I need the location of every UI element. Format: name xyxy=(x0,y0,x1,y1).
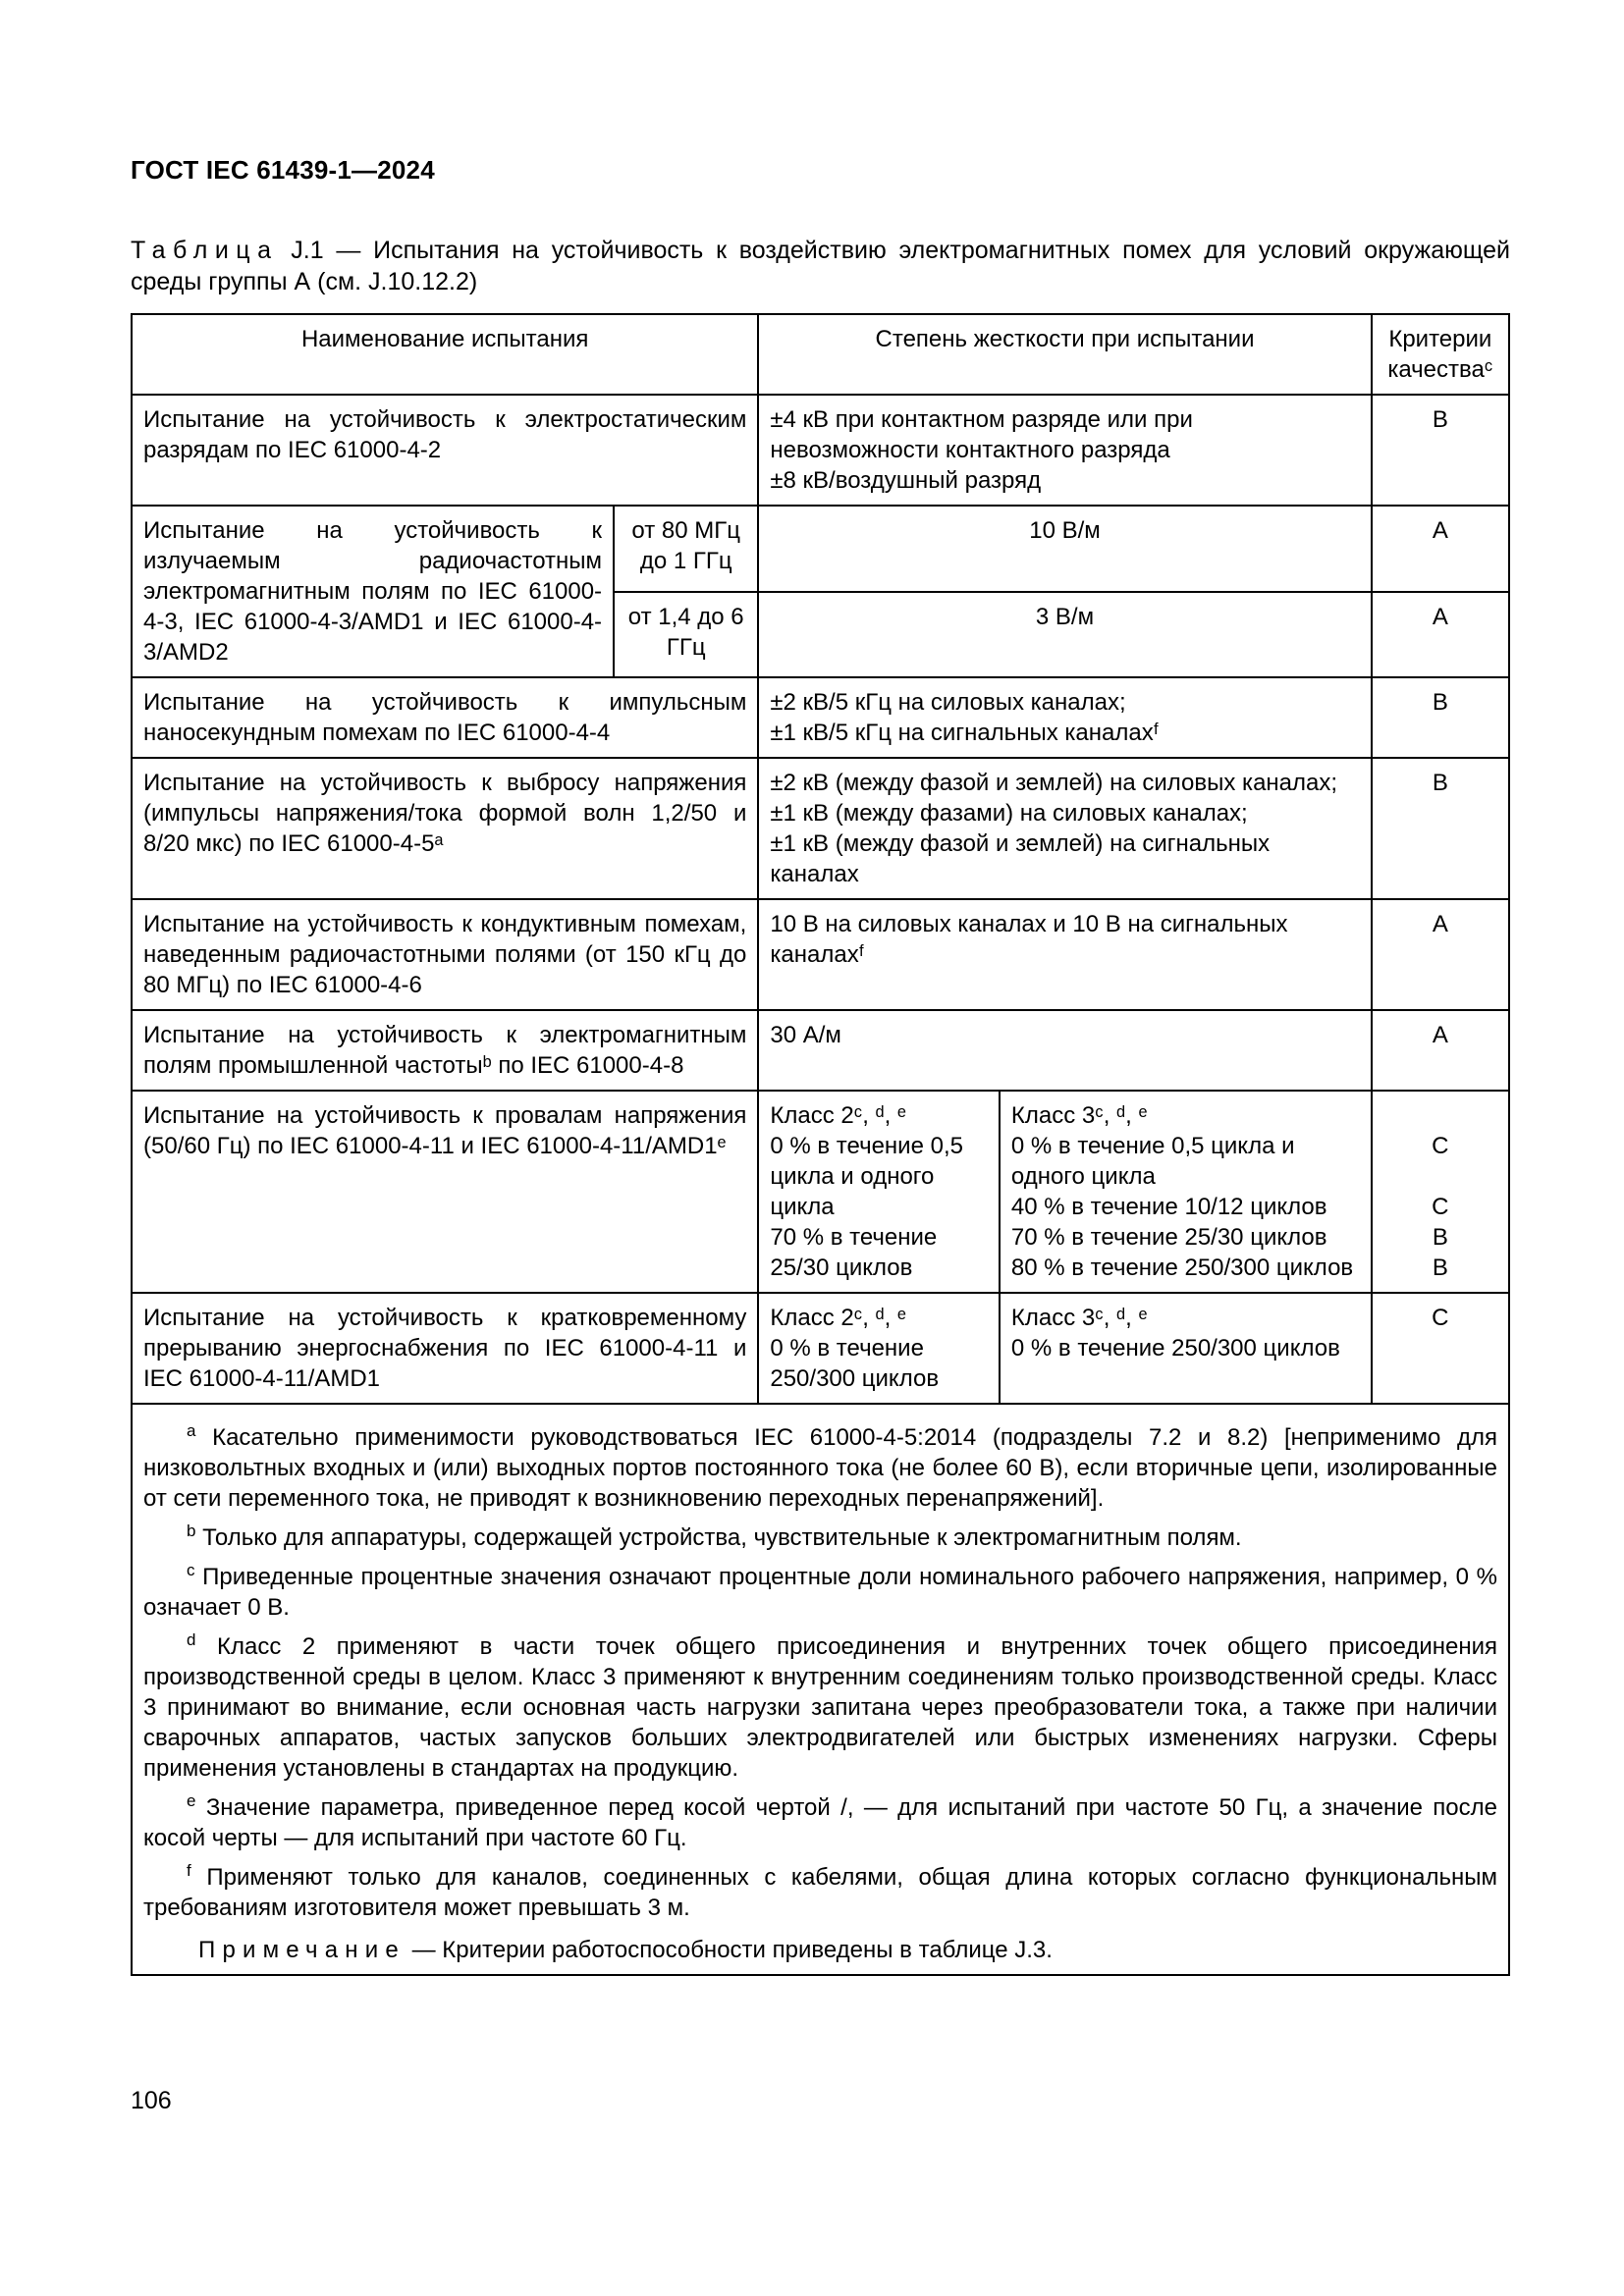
criteria-cell: A xyxy=(1372,1010,1509,1091)
footnote-f: $^f$ Применяют только для каналов, соединенных с кабелями, общая длина которых согласно функциональным требованиям изготовителя может превышать 3 м. xyxy=(143,1861,1497,1921)
test-name-cell: Испытание на устойчивость к импульсным наносекундным помехам по IEC 61000-4-4 xyxy=(132,677,758,758)
footnote-a: $^a$ Касательно применимости руководствоваться IEC 61000-4-5:2014 (подразделы 7.2 и 8.2) [неприменимо для низковольтных входных и (или) выходных портов постоянного тока (не более 60 В), если вторичные цепи, изолированные от сети переменного тока, не приводят к возникновению переходных перенапряжений]. xyxy=(143,1421,1497,1512)
note-label: Примечание xyxy=(198,1937,406,1963)
criteria-cell: B xyxy=(1372,677,1509,758)
footnote-marker: b xyxy=(187,1522,196,1540)
row-esd xyxy=(132,395,1509,506)
footnote-marker: a xyxy=(187,1421,196,1440)
severity-cell: ±2 кВ (между фазой и землей) на силовых каналах; ±1 кВ (между фазами) на силовых каналах; ±1 кВ (между фазой и землей) на сигнальных каналах xyxy=(758,758,1371,899)
class3-cell: Класс 3ᶜ, ᵈ, ᵉ 0 % в течение 250/300 циклов xyxy=(1000,1293,1372,1404)
row-magnetic-field xyxy=(132,1010,1509,1091)
test-name-cell: Испытание на устойчивость к выбросу напряжения (импульсы напряжения/тока формой волн 1,2/50 и 8/20 мкс) по IEC 61000-4-5ᵃ xyxy=(132,758,758,899)
class2-cell: Класс 2ᶜ, ᵈ, ᵉ 0 % в течение 250/300 циклов xyxy=(758,1293,1000,1404)
caption-table-word: Таблица xyxy=(131,237,279,264)
row-conducted-rf xyxy=(132,899,1509,1010)
severity-cell: 10 В на силовых каналах и 10 В на сигнальных каналахᶠ xyxy=(758,899,1371,1010)
footnote-marker: c xyxy=(187,1561,195,1579)
criteria-cell: C C B B xyxy=(1372,1091,1509,1293)
severity-cell: 3 В/м xyxy=(758,592,1371,678)
col-header-criteria: Критерии качестваᶜ xyxy=(1372,314,1509,395)
caption-table-number: J.1 — xyxy=(291,237,361,264)
footnote-e: $^e$ Значение параметра, приведенное перед косой чертой /, — для испытаний при частоте 50 Гц, а значение после косой черты — для испытаний при частоте 60 Гц. xyxy=(143,1791,1497,1851)
criteria-cell: B xyxy=(1372,758,1509,899)
test-name-cell: Испытание на устойчивость к излучаемым радиочастотным электромагнитным полям по IEC 61000-4-3, IEC 61000-4-3/AMD1 и IEC 61000-4-3/AMD2 xyxy=(132,506,614,677)
criteria-cell: A xyxy=(1372,592,1509,678)
test-name-cell: Испытание на устойчивость к провалам напряжения (50/60 Гц) по IEC 61000-4-11 и IEC 61000-4-11/AMD1ᵉ xyxy=(132,1091,758,1293)
criteria-cell: B xyxy=(1372,395,1509,506)
footnote-b: $^b$ Только для аппаратуры, содержащей устройства, чувствительные к электромагнитным полям. xyxy=(187,1522,1242,1551)
criteria-cell: C xyxy=(1372,1293,1509,1404)
test-name-cell: Испытание на устойчивость к кондуктивным помехам, наведенным радиочастотными полями (от 150 кГц до 80 МГц) по IEC 61000-4-6 xyxy=(132,899,758,1010)
class2-cell: Класс 2ᶜ, ᵈ, ᵉ 0 % в течение 0,5 цикла и одного цикла 70 % в течение 25/30 циклов xyxy=(758,1091,1000,1293)
table-j1 xyxy=(131,313,1510,1976)
row-voltage-dips xyxy=(132,1091,1509,1293)
footnote-c: $^c$ Приведенные процентные значения означают процентные доли номинального рабочего напряжения, например, 0 % означает 0 В. xyxy=(143,1561,1497,1621)
severity-cell: 10 В/м xyxy=(758,506,1371,592)
footnote-marker: d xyxy=(187,1630,196,1649)
note-text: — Критерии работоспособности приведены в таблице J.3. xyxy=(411,1937,1053,1963)
test-name-cell: Испытание на устойчивость к электромагнитным полям промышленной частотыᵇ по IEC 61000-4-8 xyxy=(132,1010,758,1091)
document-title: ГОСТ IEC 61439-1—2024 xyxy=(131,155,435,185)
criteria-cell: A xyxy=(1372,506,1509,592)
test-name-cell: Испытание на устойчивость к электростатическим разрядам по IEC 61000-4-2 xyxy=(132,395,758,506)
severity-cell: ±4 кВ при контактном разряде или при невозможности контактного разряда ±8 кВ/воздушный разряд xyxy=(758,395,1371,506)
col-header-severity: Степень жесткости при испытании xyxy=(758,314,1371,395)
frequency-range-cell: от 1,4 до 6 ГГц xyxy=(614,592,758,678)
footnote-marker: f xyxy=(187,1861,191,1880)
page-number: 106 xyxy=(131,2087,172,2114)
table-note xyxy=(143,1935,1497,1965)
row-radiated-rf-a xyxy=(132,506,1509,592)
criteria-cell: A xyxy=(1372,899,1509,1010)
class3-cell: Класс 3ᶜ, ᵈ, ᵉ 0 % в течение 0,5 цикла и одного цикла 40 % в течение 10/12 циклов 70 % в течение 25/30 циклов 80 % в течение 250/300 циклов xyxy=(1000,1091,1372,1293)
severity-cell: 30 А/м xyxy=(758,1010,1371,1091)
footnote-d: $^d$ Класс 2 применяют в части точек общего присоединения и внутренних точек общего присоединения производственной среды в целом. Класс 3 применяют к внутренним соединениям только производственной среды. Класс 3 принимают во внимание, если основная часть нагрузки запитана через преобразователи тока, а также при наличии сварочных аппаратов, частых запусков больших электродвигателей или быстрых изменениях нагрузки. Сферы применения установлены в стандартах на продукцию. xyxy=(143,1630,1497,1782)
frequency-range-cell: от 80 МГц до 1 ГГц xyxy=(614,506,758,592)
caption-text: Испытания на устойчивость к воздействию электромагнитных помех для условий окружающей среды группы А (см. J.10.12.2) xyxy=(131,237,1510,295)
table-header-row xyxy=(132,314,1509,395)
table-caption xyxy=(131,235,1510,297)
severity-cell: ±2 кВ/5 кГц на силовых каналах; ±1 кВ/5 кГц на сигнальных каналахᶠ xyxy=(758,677,1371,758)
col-header-test-name: Наименование испытания xyxy=(132,314,758,395)
row-surge xyxy=(132,758,1509,899)
test-name-cell: Испытание на устойчивость к кратковременному прерыванию энергоснабжения по IEC 61000-4-11 и IEC 61000-4-11/AMD1 xyxy=(132,1293,758,1404)
row-burst xyxy=(132,677,1509,758)
footnotes-cell xyxy=(132,1404,1509,1975)
row-interruptions xyxy=(132,1293,1509,1404)
footnote-marker: e xyxy=(187,1791,196,1810)
table-footnotes-row xyxy=(132,1404,1509,1975)
